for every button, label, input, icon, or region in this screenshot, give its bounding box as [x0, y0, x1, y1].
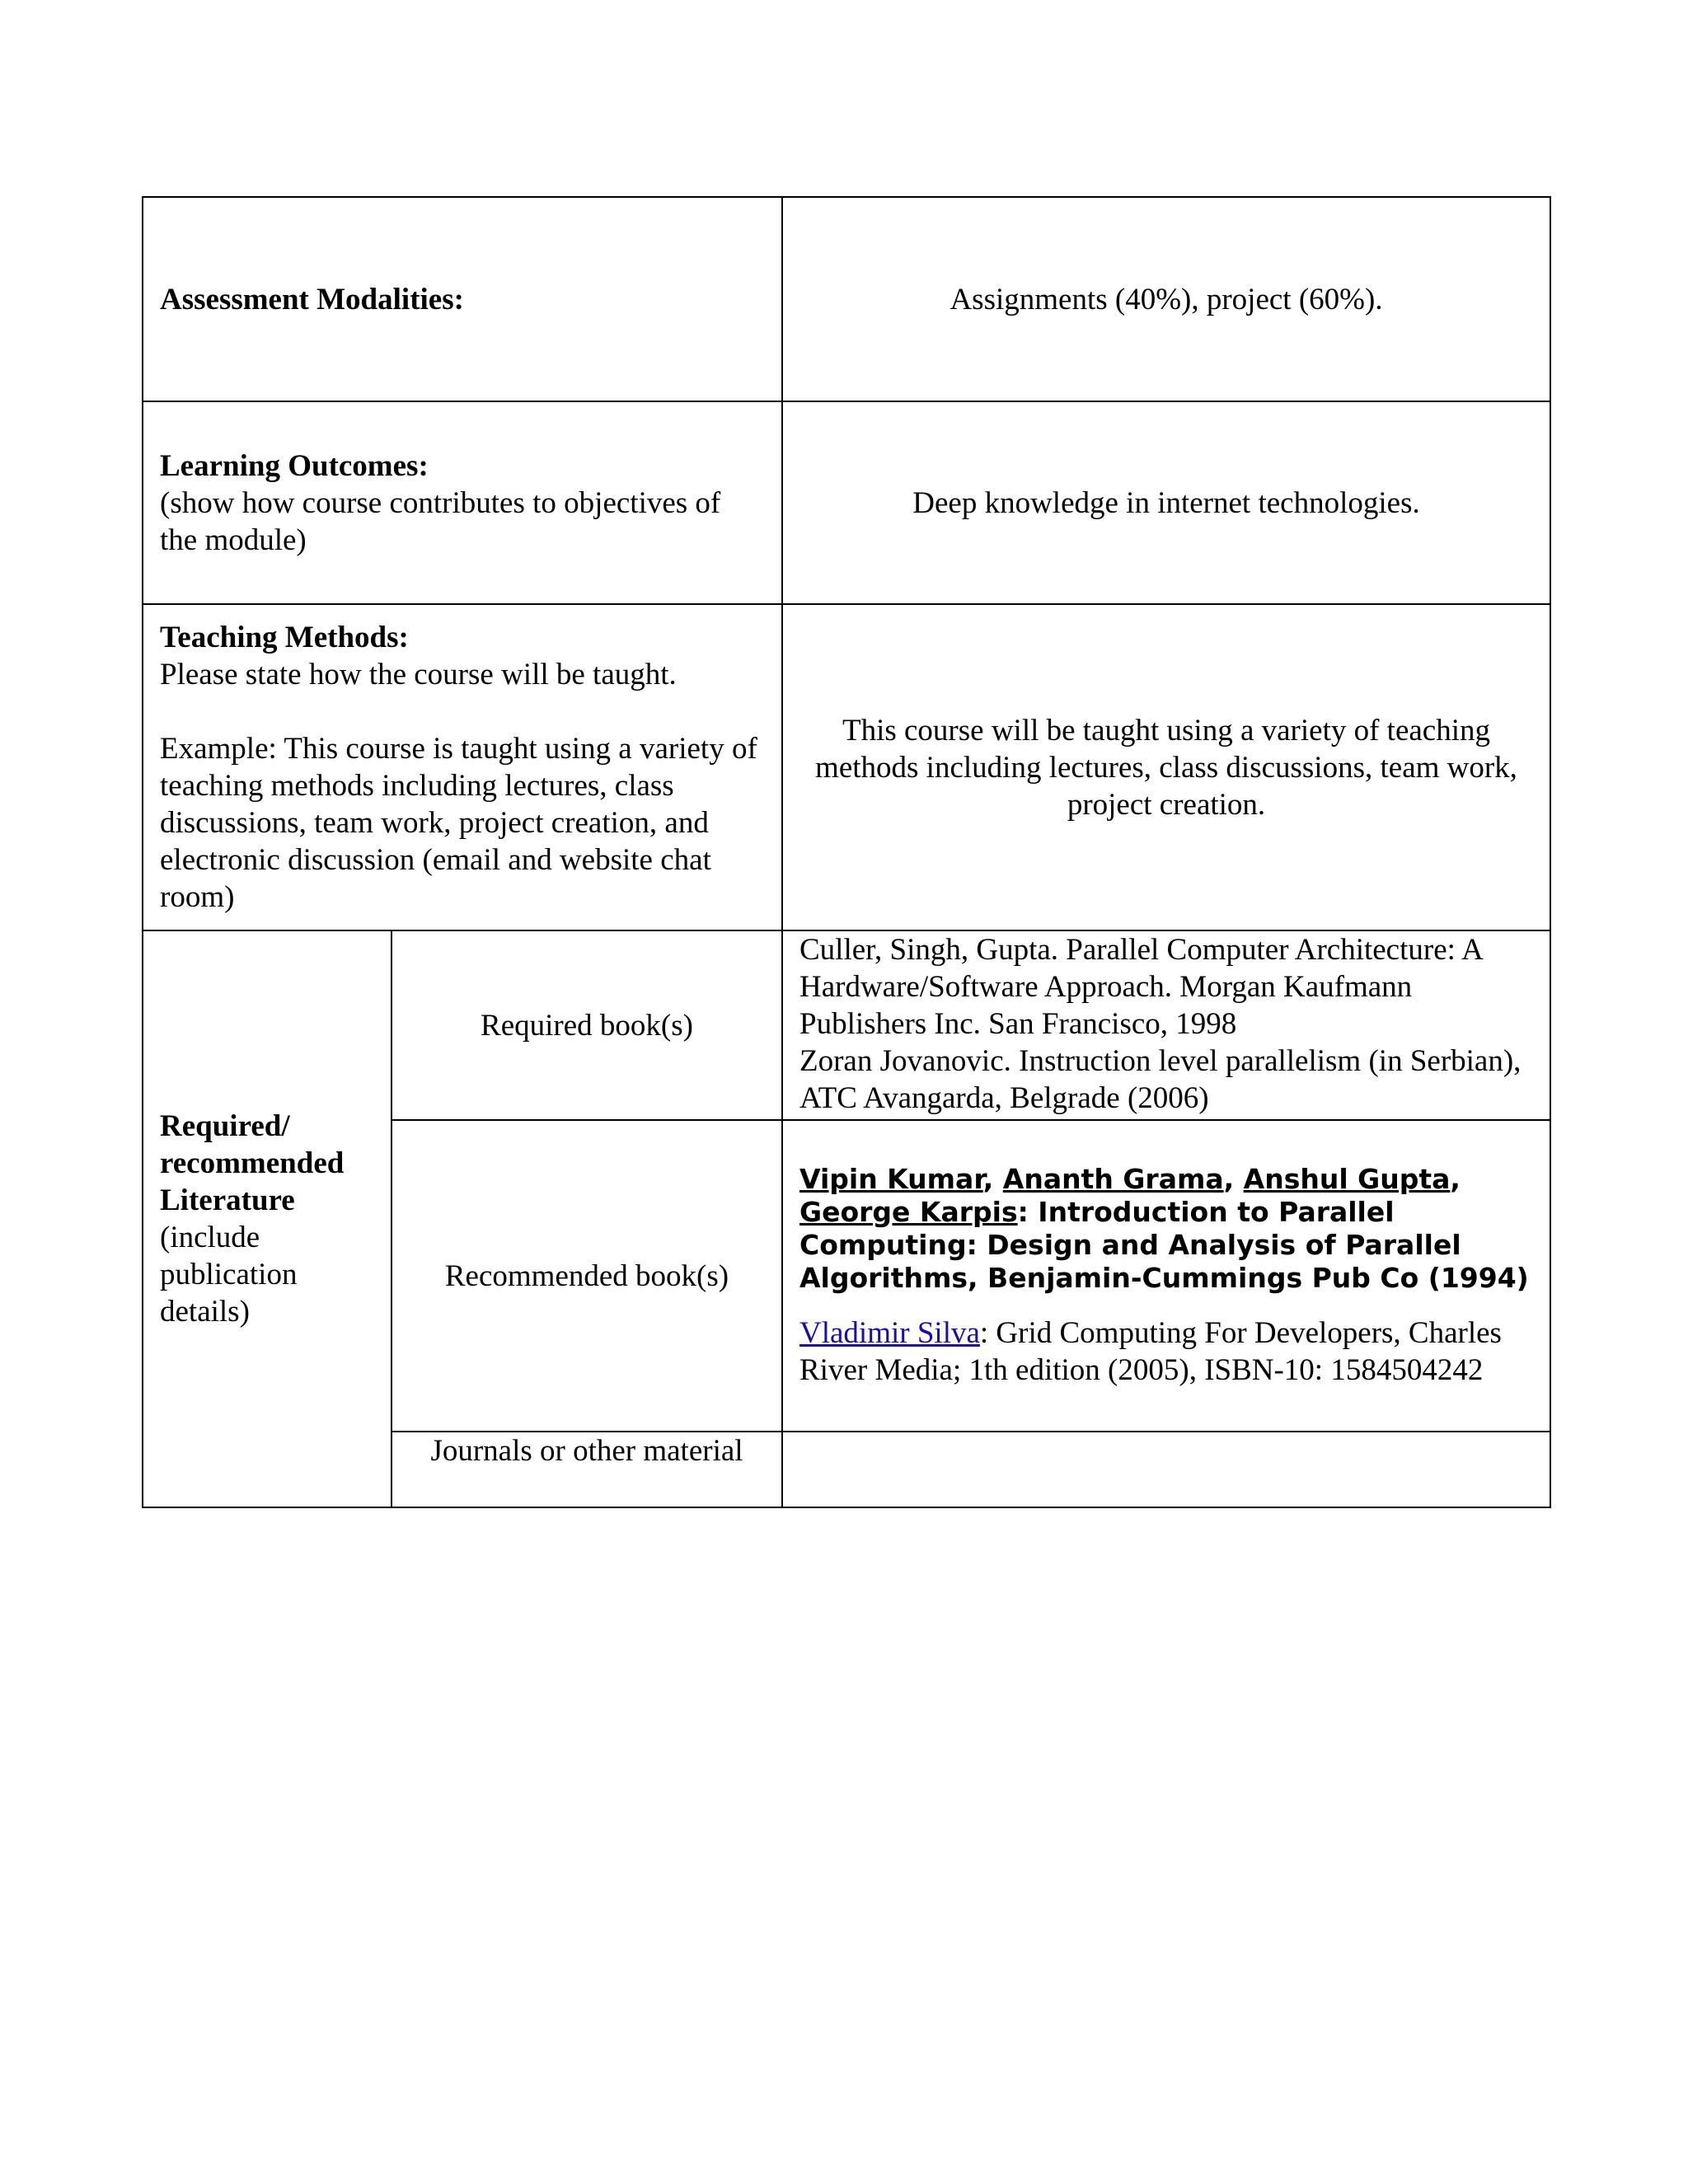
author-link[interactable]: George Karpis — [799, 1196, 1018, 1228]
teaching-methods-row — [143, 604, 1550, 930]
assessment-value: Assignments (40%), project (60%). — [782, 197, 1550, 401]
author-link[interactable]: Vladimir Silva — [799, 1316, 980, 1350]
learning-outcomes-row — [143, 401, 1550, 604]
literature-label-cell — [143, 930, 392, 1507]
journals-value — [782, 1432, 1550, 1507]
course-info-table — [142, 196, 1551, 1508]
teaching-methods-cell — [143, 604, 782, 930]
required-books-row — [143, 930, 1550, 1120]
author-link[interactable]: Ananth Grama — [1002, 1163, 1224, 1195]
recommended-book-2 — [799, 1315, 1533, 1389]
recommended-book-2-details: : Grid Computing For Developers, Charles River Media; 1th edition (2005), ISBN-10: 1584504242 — [799, 1316, 1502, 1387]
literature-note: (include publication details) — [160, 1221, 298, 1329]
teaching-methods-value: This course will be taught using a variety of teaching methods including lectures, class discussions, team work, project creation. — [782, 604, 1550, 930]
learning-outcomes-label: Learning Outcomes: — [160, 448, 429, 483]
assessment-label: Assessment Modalities: — [143, 197, 782, 401]
required-books-label: Required book(s) — [392, 930, 782, 1120]
learning-outcomes-note: (show how course contributes to objectives of the module) — [160, 485, 721, 557]
recommended-book-1-title: : Introduction to Parallel Computing: Design and Analysis of Parallel Algorithms, Benjamin-Cummings Pub Co (1994) — [799, 1196, 1529, 1294]
literature-label: Required/ recommended Literature — [160, 1109, 345, 1217]
recommended-book-1: Vipin Kumar, Ananth Grama, Anshul Gupta, George Karpis: Introduction to Parallel Computing: Design and Analysis of Parallel Algorithms, Benjamin-Cummings Pub Co (1994) — [799, 1163, 1529, 1294]
blank-line — [160, 693, 765, 730]
teaching-methods-line: Please state how the course will be taught. — [160, 658, 677, 691]
assessment-row — [143, 197, 1550, 401]
required-book-2: Zoran Jovanovic. Instruction level parallelism (in Serbian), ATC Avangarda, Belgrade (2006) — [799, 1044, 1522, 1115]
learning-outcomes-cell — [143, 401, 782, 604]
teaching-methods-example: Example: This course is taught using a variety of teaching methods including lectures, class discussions, team work, project creation, and electronic discussion (email and website chat room) — [160, 732, 757, 914]
teaching-methods-label: Teaching Methods: — [160, 621, 409, 654]
recommended-books-cell — [782, 1120, 1550, 1432]
recommended-books-label: Recommended book(s) — [392, 1120, 782, 1432]
author-link[interactable]: Vipin Kumar — [799, 1163, 983, 1195]
required-book-1: Culler, Singh, Gupta. Parallel Computer Architecture: A Hardware/Software Approach. Morgan Kaufmann Publishers Inc. San Francisco, 1998 — [799, 933, 1482, 1041]
learning-outcomes-value: Deep knowledge in internet technologies. — [782, 401, 1550, 604]
author-link[interactable]: Anshul Gupta — [1243, 1163, 1451, 1195]
journals-label: Journals or other material — [392, 1432, 782, 1507]
required-books-cell — [782, 930, 1550, 1120]
